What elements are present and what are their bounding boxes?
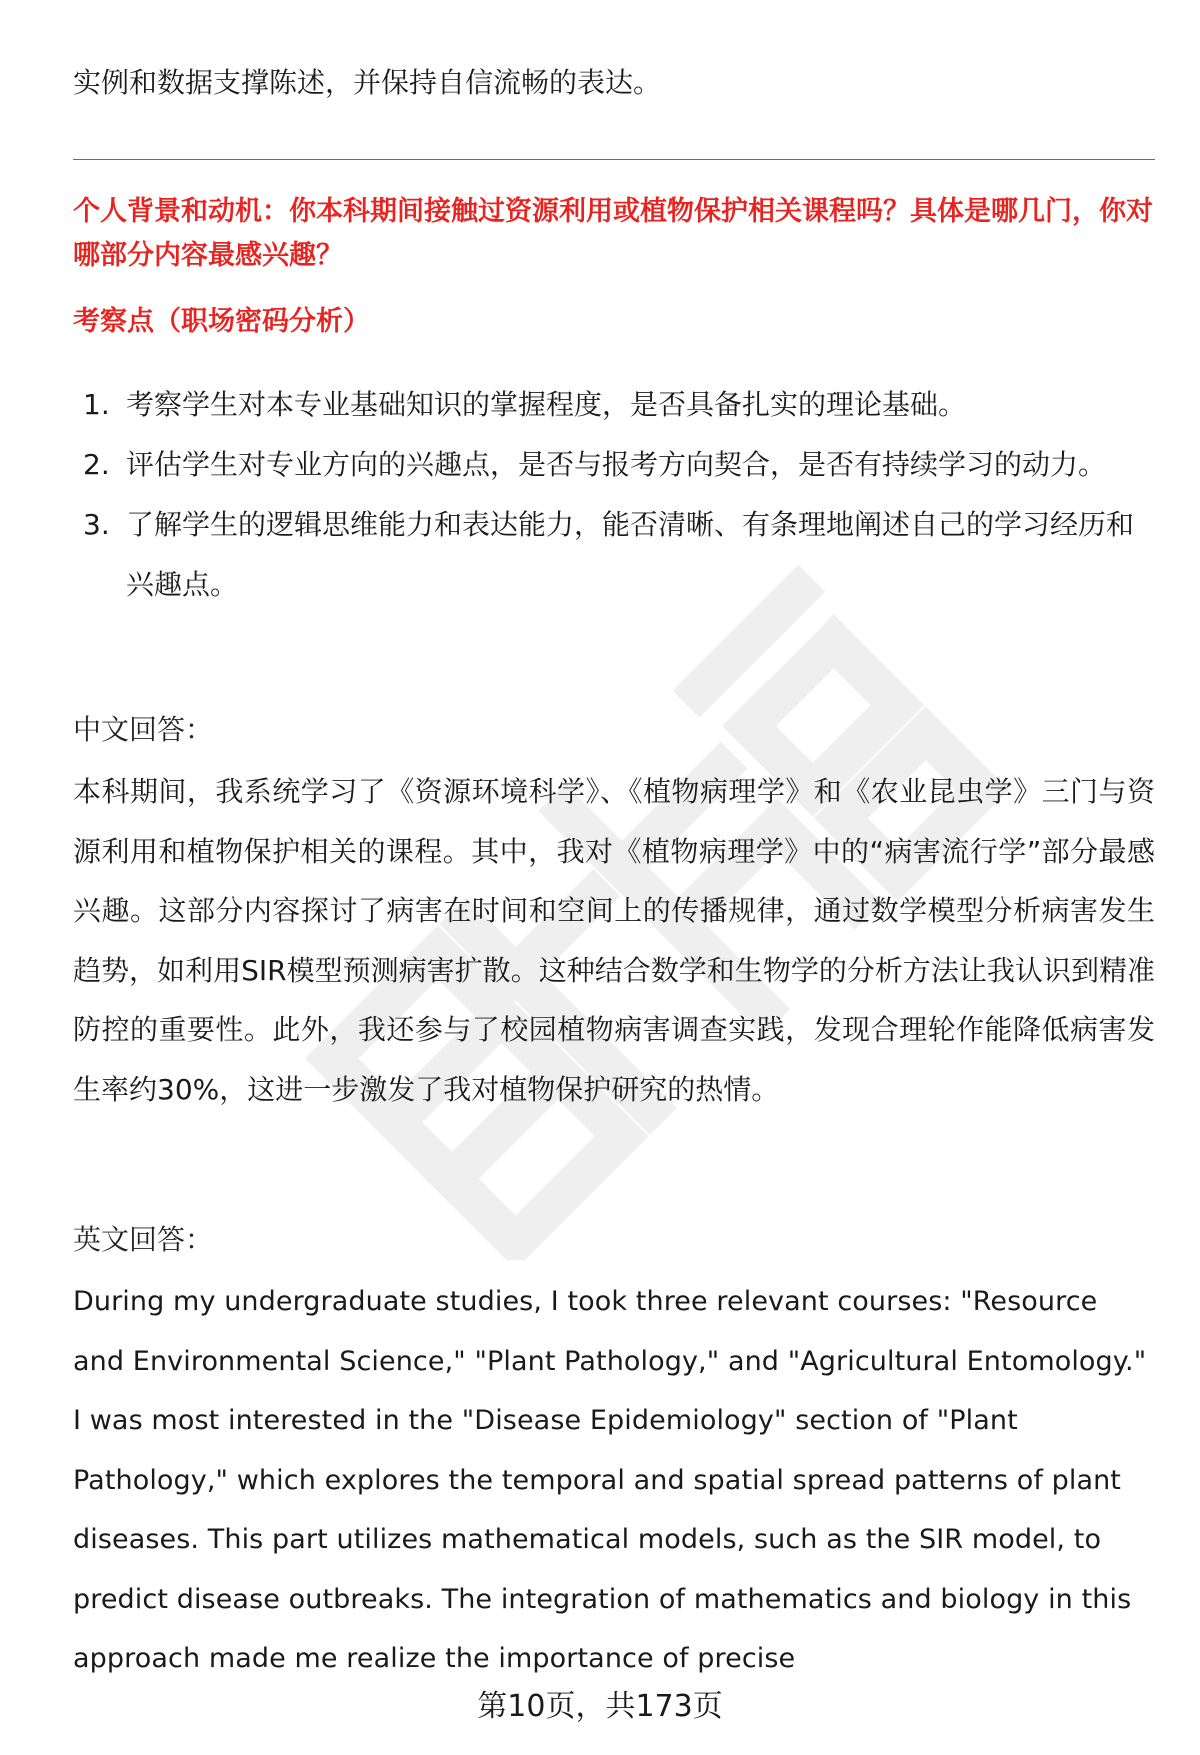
list-item-number: 1. (83, 388, 110, 421)
list-item-text: 考察学生对本专业基础知识的掌握程度，是否具备扎实的理论基础。 (126, 388, 967, 421)
section-divider (73, 159, 1155, 160)
list-item (73, 495, 1155, 615)
list-item-text: 了解学生的逻辑思维能力和表达能力，能否清晰、有条理地阐述自己的学习经历和兴趣点。 (126, 508, 1135, 601)
list-item (73, 375, 1155, 435)
chinese-answer-text: 本科期间，我系统学习了《资源环境科学》、《植物病理学》和《农业昆虫学》三门与资源利用和植物保护相关的课程。其中，我对《植物病理学》中的“病害流行学”部分最感兴趣。这部分内容探讨了病害在时间和空间上的传播规律，通过数学模型分析病害发生趋势，如利用SIR模型预测病害扩散。这种结合数学和生物学的分析方法让我认识到精准防控的重要性。此外，我还参与了校园植物病害调查实践，发现合理轮作能降低病害发生率约30%，这进一步激发了我对植物保护研究的热情。 (73, 775, 1155, 1106)
exam-points-heading: 考察点（职场密码分析） (73, 306, 370, 337)
intro-line: 实例和数据支撑陈述，并保持自信流畅的表达。 (73, 66, 662, 99)
chinese-answer-label: 中文回答： (73, 713, 214, 746)
list-item-number: 3. (83, 508, 110, 541)
list-item-number: 2. (83, 448, 110, 481)
question-heading: 个人背景和动机：你本科期间接触过资源利用或植物保护相关课程吗？具体是哪几门，你对哪部分内容最感兴趣？ (73, 196, 1153, 271)
page-footer: 第10页，共173页 (477, 1689, 723, 1724)
english-answer-label: 英文回答： (73, 1223, 214, 1256)
list-item (73, 435, 1155, 495)
english-answer-text: During my undergraduate studies, I took three relevant courses: "Resource and Environmental Science," "Plant Pathology," and "Agricultural Entomology." I was most interested in the "Disease Epidemiology" section of "Plant Pathology," which explores the temporal and spatial spread patterns of plant diseases. This part utilizes mathematical models, such as the SIR model, to predict disease outbreaks. The integration of mathematics and biology in this approach made me realize the importance of precise (73, 1286, 1147, 1674)
exam-points-list (73, 375, 1155, 615)
list-item-text: 评估学生对专业方向的兴趣点，是否与报考方向契合，是否有持续学习的动力。 (126, 448, 1107, 481)
